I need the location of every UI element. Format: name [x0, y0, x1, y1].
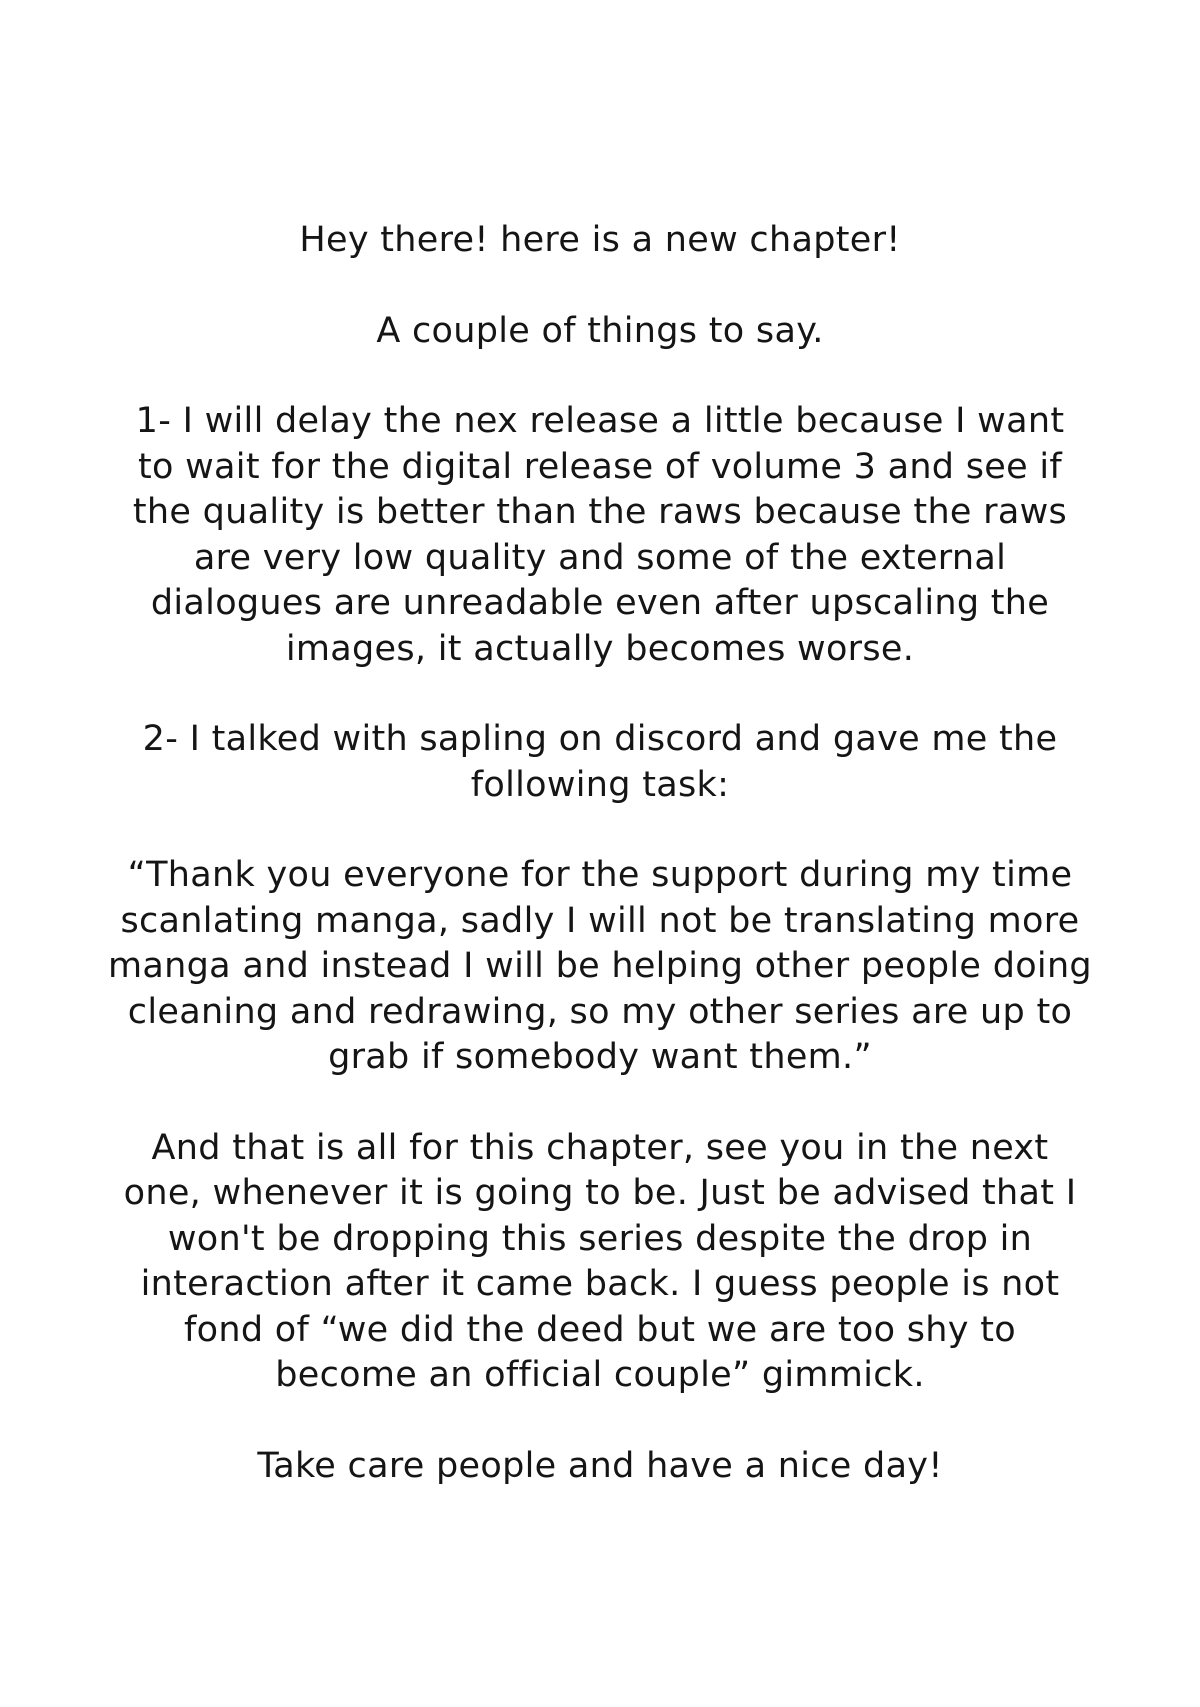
text-line: to wait for the digital release of volume 3 and see if [137, 446, 1063, 487]
text-line: images, it actually becomes worse. [285, 628, 915, 669]
text-line: grab if somebody want them.” [328, 1037, 872, 1077]
text-line: interaction after it came back. I guess people is not [140, 1264, 1060, 1304]
point-one-paragraph [0, 399, 1200, 672]
text-line: one, whenever it is going to be. Just be advised that I [123, 1173, 1077, 1213]
text-line: Hey there! here is a new chapter! [299, 220, 901, 260]
farewell-paragraph [0, 1444, 1200, 1490]
text-line: won't be dropping this series despite the drop in [167, 1218, 1033, 1259]
text-line: become an official couple” gimmick. [275, 1355, 925, 1395]
text-line: fond of “we did the deed but we are too shy to [184, 1309, 1016, 1350]
text-line: Take care people and have a nice day! [257, 1445, 943, 1486]
closing-paragraph [0, 1126, 1200, 1399]
text-line: cleaning and redrawing, so my other series are up to [127, 991, 1073, 1032]
text-line: scanlating manga, sadly I will not be translating more [120, 900, 1080, 941]
point-two-paragraph [0, 717, 1200, 808]
text-line: A couple of things to say. [376, 310, 824, 351]
quote-paragraph [0, 853, 1200, 1081]
greeting-paragraph [0, 218, 1200, 264]
text-line: manga and instead I will be helping other people doing [108, 946, 1092, 986]
intro-paragraph [0, 309, 1200, 355]
translator-note [0, 218, 1200, 1534]
text-line: dialogues are unreadable even after upscaling the [150, 583, 1050, 623]
text-line: “Thank you everyone for the support during my time [127, 855, 1073, 895]
text-line: following task: [470, 764, 730, 805]
text-line: And that is all for this chapter, see you in the next [151, 1127, 1049, 1168]
text-line: 2- I talked with sapling on discord and gave me the [142, 719, 1058, 759]
text-line: the quality is better than the raws because the raws [132, 492, 1068, 532]
text-line: are very low quality and some of the external [193, 537, 1007, 578]
text-line: 1- I will delay the nex release a little because I want [135, 401, 1065, 441]
